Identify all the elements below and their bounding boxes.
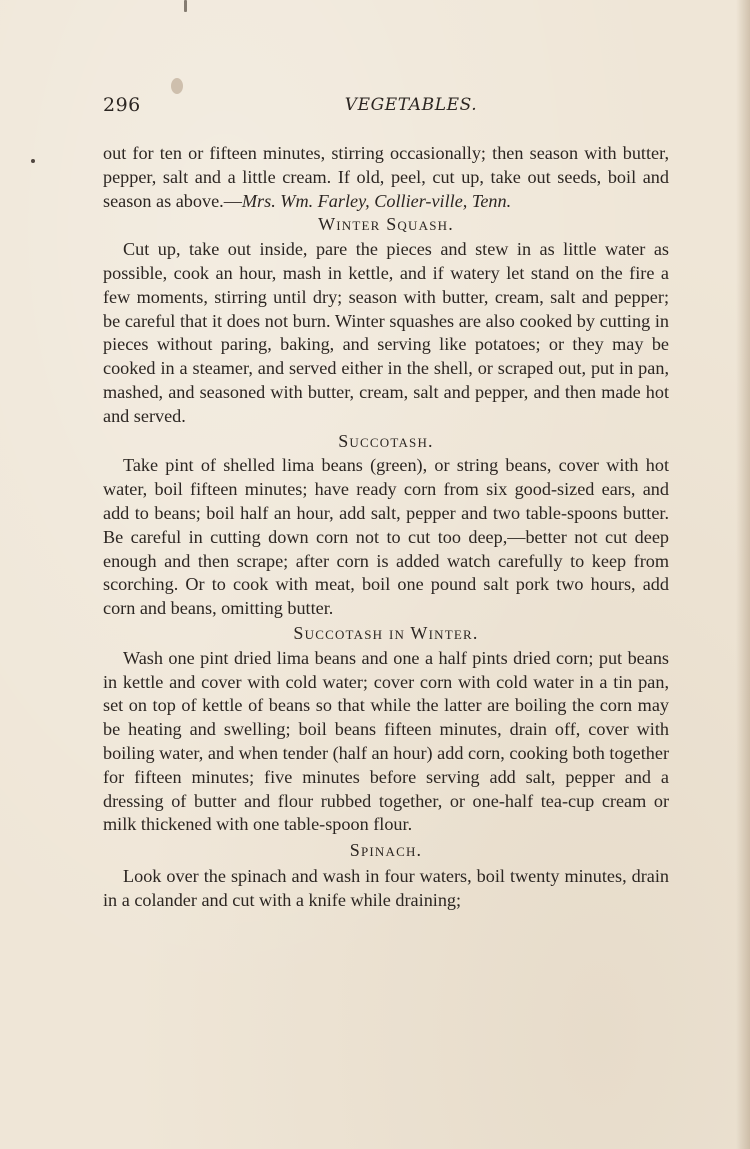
paragraph-text: out for ten or fifteen minutes, stirring occasionally; then season with butter, pepper, salt and a little cream. If old, peel, cut up, take out seeds, boil and season as above.— bbox=[103, 143, 669, 211]
page-speck bbox=[31, 159, 35, 163]
paragraph-spinach: Look over the spinach and wash in four waters, boil twenty minutes, drain in a colander and cut with a knife while draining; bbox=[103, 865, 669, 910]
heading-spinach: Spinach. bbox=[349, 840, 423, 861]
page-edge-shadow bbox=[736, 0, 750, 1149]
heading-succotash: Succotash. bbox=[338, 430, 434, 451]
heading-succotash-in-winter: Succotash in Winter. bbox=[293, 622, 479, 643]
paragraph-succotash-in-winter: Wash one pint dried lima beans and one a half pints dried corn; put beans in kettle and cover with cold water; cover corn with cold water in a tin pan, set on top of kettle of beans so that while the latter are boiling the corn may be heating and swelling; boil beans fifteen minutes, drain off, cover with boiling water, and when tender (half an hour) add corn, cooking both together for fifteen minutes; five minutes before serving add salt, pepper and a dressing of butter and flour rubbed together, or one-half tea-cup cream or milk thickened with one table-spoon flour. bbox=[103, 647, 669, 835]
page-number: 296 bbox=[103, 94, 141, 116]
attribution: Mrs. Wm. Farley, Collier-ville, Tenn. bbox=[241, 190, 512, 211]
running-head: VEGETABLES. bbox=[344, 95, 478, 115]
page-mark bbox=[184, 0, 187, 12]
paragraph-succotash: Take pint of shelled lima beans (green), or string beans, cover with hot water, boil fifteen minutes; have ready corn from six good-sized ears, and add to beans; boil half an hour, add salt, pepper and two table-spoons butter. Be careful in cutting down corn not to cut too deep,—better not cut deep enough and then scrape; after corn is added watch carefully to keep from scorching. Or to cook with meat, boil one pound salt pork two hours, add corn and beans, omitting butter. bbox=[103, 455, 669, 619]
heading-winter-squash: Winter Squash. bbox=[318, 214, 454, 235]
paragraph-winter-squash: Cut up, take out inside, pare the pieces and stew in as little water as possible, cook an hour, mash in kettle, and if watery let stand on the fire a few moments, stirring until dry; season with butter, cream, salt and pepper; be careful that it does not burn. Winter squashes are also cooked by cutting in pieces without paring, baking, and serving like potatoes; or they may be cooked in a steamer, and served either in the shell, or scraped out, put in pan, mashed, and seasoned with butter, cream, salt and pepper, and then made hot and served. bbox=[103, 239, 669, 426]
page-stain bbox=[171, 78, 183, 94]
paragraph-continuation bbox=[103, 142, 669, 213]
page-body bbox=[103, 142, 669, 913]
page-header bbox=[103, 94, 669, 124]
